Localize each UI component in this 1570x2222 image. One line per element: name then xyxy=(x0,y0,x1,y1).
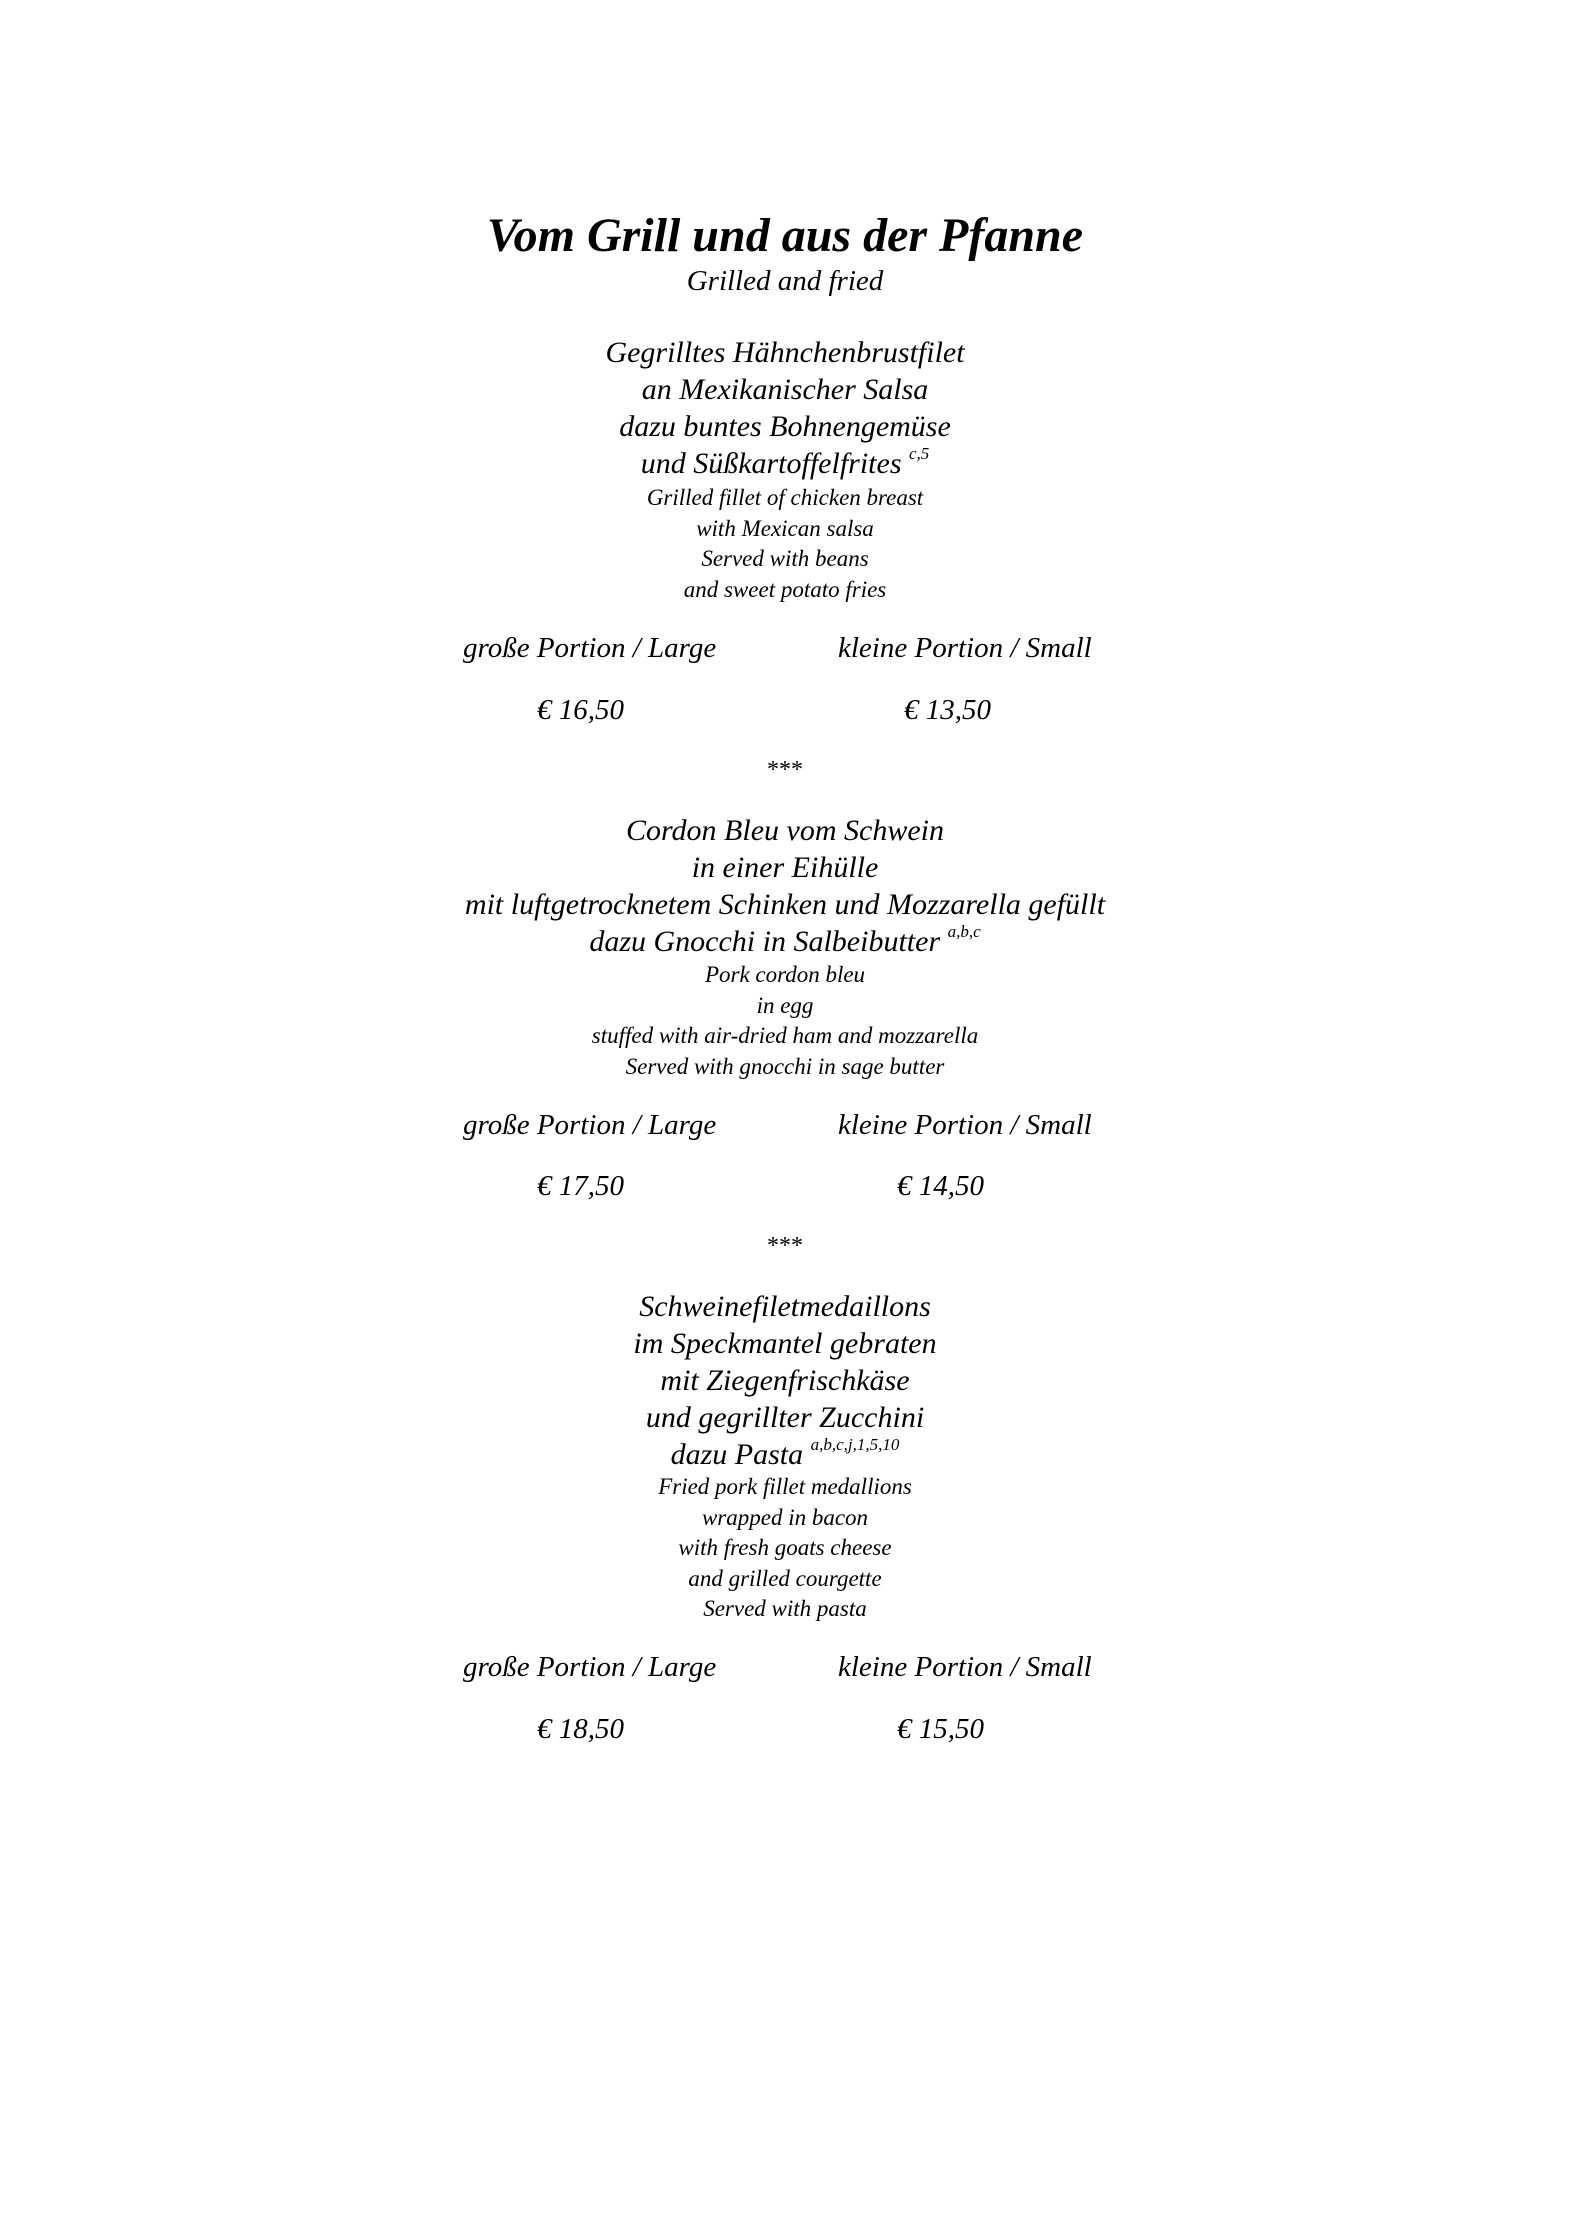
dish-2-large-portion-label: große Portion / Large xyxy=(463,1109,717,1141)
dish-2-en-line: stuffed with air-dried ham and mozzarella xyxy=(591,1023,979,1048)
dish-3-en-line: Fried pork fillet medallions xyxy=(658,1474,912,1499)
dish-1-en-line: and sweet potato fries xyxy=(683,576,887,602)
page-subtitle: Grilled and fried xyxy=(686,265,884,297)
dish-1-small-portion-label: kleine Portion / Small xyxy=(838,632,1092,664)
dish-1-de-line: dazu buntes Bohnengemüse xyxy=(619,410,951,443)
dish-2-de-line: Cordon Bleu vom Schwein xyxy=(625,814,944,847)
dish-3-de-line: und gegrillter Zucchini xyxy=(645,1401,925,1434)
separator: *** xyxy=(767,1233,803,1259)
dish-1-de-line-text: und Süßkartoffelfrites xyxy=(640,447,902,480)
dish-2-allergens: a,b,c xyxy=(947,922,981,941)
dish-2-english-description xyxy=(0,960,1570,1082)
dish-2-large-price: € 17,50 xyxy=(537,1170,624,1202)
dish-3-large-price: € 18,50 xyxy=(537,1713,624,1745)
dish-2-en-line: Pork cordon bleu xyxy=(704,962,866,987)
dish-2-de-line: in einer Eihülle xyxy=(691,851,879,884)
dish-3-german-description xyxy=(0,1288,1570,1473)
dish-3-large-portion-label: große Portion / Large xyxy=(463,1651,717,1683)
dish-1-de-line-last xyxy=(0,445,1570,482)
dish-3-de-line-last xyxy=(0,1436,1570,1473)
dish-2-small-price: € 14,50 xyxy=(897,1170,984,1202)
dish-3-en-line: with fresh goats cheese xyxy=(678,1535,892,1560)
dish-2-small-portion-label: kleine Portion / Small xyxy=(838,1109,1092,1141)
dish-2-en-line: in egg xyxy=(756,992,814,1018)
dish-2-de-line-text: dazu Gnocchi in Salbeibutter xyxy=(589,925,941,958)
dish-3-en-line: Served with pasta xyxy=(703,1596,867,1621)
dish-3-de-line: mit Ziegenfrischkäse xyxy=(660,1364,910,1397)
dish-1-english-description xyxy=(0,483,1570,605)
dish-3-english-description xyxy=(0,1472,1570,1625)
dish-2-de-line: mit luftgetrocknetem Schinken und Mozzarella gefüllt xyxy=(464,888,1106,921)
dish-2-en-line: Served with gnocchi in sage butter xyxy=(625,1053,945,1079)
dish-1-de-line: Gegrilltes Hähnchenbrustfilet xyxy=(605,336,965,369)
dish-2-german-description xyxy=(0,812,1570,960)
dish-3-de-line-text: dazu Pasta xyxy=(670,1438,804,1471)
dish-1-large-portion-label: große Portion / Large xyxy=(463,632,717,664)
dish-3-en-line: and grilled courgette xyxy=(688,1565,882,1591)
dish-1-german-description xyxy=(0,334,1570,482)
dish-1-de-line: an Mexikanischer Salsa xyxy=(641,373,929,406)
dish-1-en-line: Served with beans xyxy=(701,546,869,571)
dish-3-small-portion-label: kleine Portion / Small xyxy=(838,1651,1092,1683)
dish-1-en-line: with Mexican salsa xyxy=(696,515,874,541)
dish-3-allergens: a,b,c,j,1,5,10 xyxy=(810,1435,900,1454)
dish-1-en-line: Grilled fillet of chicken breast xyxy=(646,485,924,510)
dish-1-small-price: € 13,50 xyxy=(904,694,991,726)
dish-3-de-line: im Speckmantel gebraten xyxy=(633,1327,937,1360)
dish-3-en-line: wrapped in bacon xyxy=(701,1504,869,1530)
page-title: Vom Grill und aus der Pfanne xyxy=(486,209,1084,262)
dish-2-de-line-last xyxy=(0,923,1570,960)
dish-3-de-line: Schweinefiletmedaillons xyxy=(639,1290,931,1323)
dish-3-small-price: € 15,50 xyxy=(897,1713,984,1745)
dish-1-large-price: € 16,50 xyxy=(537,694,624,726)
separator: *** xyxy=(767,757,803,783)
dish-1-allergens: c,5 xyxy=(909,444,930,463)
